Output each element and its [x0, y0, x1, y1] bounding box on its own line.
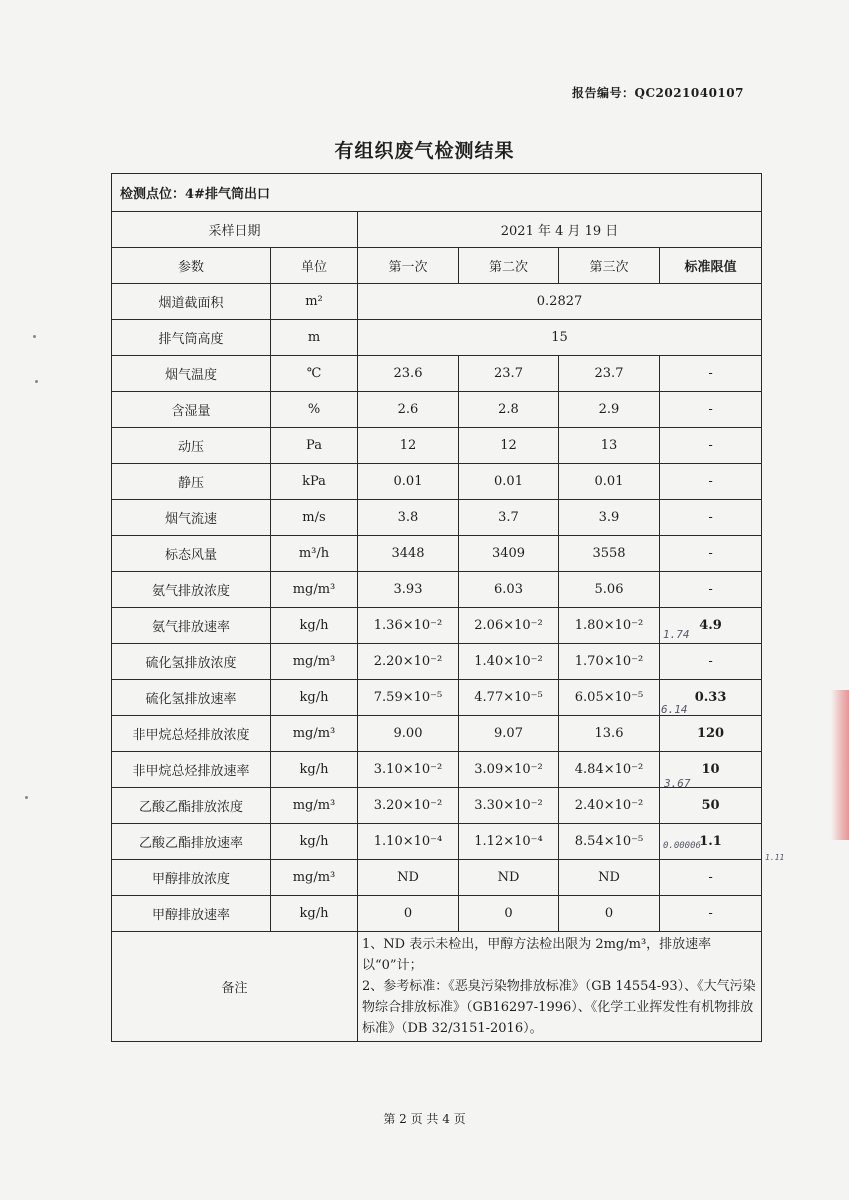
handwritten-margin-note: 1.11: [765, 853, 785, 862]
red-stamp-edge: [831, 690, 849, 840]
limit-cell: -: [660, 464, 762, 500]
param-cell: 甲醇排放速率: [112, 896, 271, 932]
run2-cell: 9.07: [459, 716, 559, 752]
unit-cell: m³/h: [271, 536, 358, 572]
handwritten-note-ethyl-acetate: 0.00006: [663, 841, 701, 851]
scan-speck: [33, 335, 36, 338]
run2-cell: 1.12×10⁻⁴: [459, 824, 559, 860]
param-cell: 动压: [112, 428, 271, 464]
header-run3: 第三次: [559, 248, 660, 284]
param-cell: 静压: [112, 464, 271, 500]
run3-cell: 23.7: [559, 356, 660, 392]
header-param: 参数: [112, 248, 271, 284]
run1-cell: 12: [358, 428, 459, 464]
handwritten-note-ammonia: 1.74: [663, 628, 690, 641]
param-cell: 硫化氢排放速率: [112, 680, 271, 716]
limit-cell: -: [660, 428, 762, 464]
sampling-label: 采样日期: [112, 212, 358, 248]
limit-cell: 50: [660, 788, 762, 824]
notes-label: 备注: [112, 932, 358, 1042]
table-row: [112, 464, 762, 500]
run2-cell: 0: [459, 896, 559, 932]
limit-cell: 10: [660, 752, 762, 788]
note-line-2: 2、参考标准：《恶臭污染物排放标准》（GB 14554-93）、《大气污染物综合排放标准》（GB16297-1996）、《化学工业挥发性有机物排放标准》（DB 32/3151-2016）。: [362, 979, 756, 1036]
param-cell: 非甲烷总烃排放速率: [112, 752, 271, 788]
param-cell: 乙酸乙酯排放浓度: [112, 788, 271, 824]
unit-cell: Pa: [271, 428, 358, 464]
run1-cell: 9.00: [358, 716, 459, 752]
notes-text: [358, 932, 762, 1042]
run3-cell: ND: [559, 860, 660, 896]
limit-cell: 120: [660, 716, 762, 752]
limit-cell: -: [660, 644, 762, 680]
table-row: [112, 572, 762, 608]
param-cell: 乙酸乙酯排放速率: [112, 824, 271, 860]
unit-cell: ℃: [271, 356, 358, 392]
unit-cell: mg/m³: [271, 716, 358, 752]
unit-cell: kg/h: [271, 896, 358, 932]
limit-cell: -: [660, 572, 762, 608]
table-row: [112, 788, 762, 824]
table-row: [112, 896, 762, 932]
run1-cell: 0: [358, 896, 459, 932]
unit-cell: m²: [271, 284, 358, 320]
run3-cell: 1.80×10⁻²: [559, 608, 660, 644]
sampling-date-row: [112, 212, 762, 248]
param-cell: 烟道截面积: [112, 284, 271, 320]
param-cell: 硫化氢排放浓度: [112, 644, 271, 680]
unit-cell: kg/h: [271, 680, 358, 716]
page-title: 有组织废气检测结果: [334, 140, 515, 162]
run3-cell: 4.84×10⁻²: [559, 752, 660, 788]
limit-cell: 4.9: [660, 608, 762, 644]
param-cell: 含湿量: [112, 392, 271, 428]
unit-cell: mg/m³: [271, 644, 358, 680]
run3-cell: 3558: [559, 536, 660, 572]
header-limit: 标准限值: [660, 248, 762, 284]
run3-cell: 13.6: [559, 716, 660, 752]
run3-cell: 13: [559, 428, 660, 464]
run3-cell: 0: [559, 896, 660, 932]
unit-cell: kPa: [271, 464, 358, 500]
param-cell: 烟气流速: [112, 500, 271, 536]
scan-speck: [35, 380, 38, 383]
results-table: [111, 173, 762, 1042]
limit-cell: 1.1: [660, 824, 762, 860]
scan-speck: [25, 796, 28, 799]
param-cell: 标态风量: [112, 536, 271, 572]
sampling-date: 2021 年 4 月 19 日: [358, 212, 762, 248]
header-run1: 第一次: [358, 248, 459, 284]
limit-cell: -: [660, 356, 762, 392]
table-row: [112, 644, 762, 680]
run3-cell: 6.05×10⁻⁵: [559, 680, 660, 716]
run1-cell: 3.93: [358, 572, 459, 608]
run1-cell: 23.6: [358, 356, 459, 392]
run3-cell: 5.06: [559, 572, 660, 608]
run2-cell: 3.30×10⁻²: [459, 788, 559, 824]
run3-cell: 0.01: [559, 464, 660, 500]
table-row: [112, 536, 762, 572]
table-row: [112, 392, 762, 428]
run2-cell: 12: [459, 428, 559, 464]
unit-cell: kg/h: [271, 752, 358, 788]
limit-cell: -: [660, 896, 762, 932]
run2-cell: 0.01: [459, 464, 559, 500]
run3-cell: 2.9: [559, 392, 660, 428]
run1-cell: 3.8: [358, 500, 459, 536]
run2-cell: 4.77×10⁻⁵: [459, 680, 559, 716]
run1-cell: 2.20×10⁻²: [358, 644, 459, 680]
run2-cell: 6.03: [459, 572, 559, 608]
run1-cell: 3.10×10⁻²: [358, 752, 459, 788]
run3-cell: 1.70×10⁻²: [559, 644, 660, 680]
limit-cell: -: [660, 860, 762, 896]
run1-cell: 7.59×10⁻⁵: [358, 680, 459, 716]
unit-cell: m: [271, 320, 358, 356]
column-header-row: [112, 248, 762, 284]
param-cell: 氨气排放浓度: [112, 572, 271, 608]
param-cell: 排气筒高度: [112, 320, 271, 356]
run2-cell: 3.09×10⁻²: [459, 752, 559, 788]
run1-cell: 3448: [358, 536, 459, 572]
param-cell: 烟气温度: [112, 356, 271, 392]
page-footer: 第 2 页 共 4 页: [383, 1112, 466, 1126]
run3-cell: 8.54×10⁻⁵: [559, 824, 660, 860]
header-run2: 第二次: [459, 248, 559, 284]
report-number: 报告编号：QC2021040107: [571, 86, 744, 100]
table-row: [112, 320, 762, 356]
table-row: [112, 284, 762, 320]
table-row: [112, 716, 762, 752]
location-cell: 检测点位：4#排气筒出口: [112, 174, 762, 212]
run3-cell: 2.40×10⁻²: [559, 788, 660, 824]
run2-cell: 23.7: [459, 356, 559, 392]
param-cell: 氨气排放速率: [112, 608, 271, 644]
limit-cell: -: [660, 536, 762, 572]
table-row: [112, 860, 762, 896]
param-cell: 甲醇排放浓度: [112, 860, 271, 896]
run2-cell: 2.8: [459, 392, 559, 428]
table-row: [112, 356, 762, 392]
note-line-1: 1、ND 表示未检出，甲醇方法检出限为 2mg/m³，排放速率以“0”计；: [362, 937, 712, 973]
unit-cell: m/s: [271, 500, 358, 536]
handwritten-note-nmhc: 3.67: [664, 777, 691, 790]
value-cell: 15: [358, 320, 762, 356]
unit-cell: kg/h: [271, 608, 358, 644]
notes-row: [112, 932, 762, 1042]
unit-cell: %: [271, 392, 358, 428]
run2-cell: ND: [459, 860, 559, 896]
unit-cell: mg/m³: [271, 860, 358, 896]
run2-cell: 3.7: [459, 500, 559, 536]
run1-cell: ND: [358, 860, 459, 896]
limit-cell: -: [660, 500, 762, 536]
run1-cell: 0.01: [358, 464, 459, 500]
limit-cell: -: [660, 392, 762, 428]
unit-cell: mg/m³: [271, 788, 358, 824]
run3-cell: 3.9: [559, 500, 660, 536]
unit-cell: kg/h: [271, 824, 358, 860]
run1-cell: 1.10×10⁻⁴: [358, 824, 459, 860]
table-row: [112, 428, 762, 464]
run1-cell: 1.36×10⁻²: [358, 608, 459, 644]
unit-cell: mg/m³: [271, 572, 358, 608]
param-cell: 非甲烷总烃排放浓度: [112, 716, 271, 752]
table-row: [112, 500, 762, 536]
location-row: [112, 174, 762, 212]
run2-cell: 1.40×10⁻²: [459, 644, 559, 680]
limit-cell: 0.33: [660, 680, 762, 716]
run2-cell: 3409: [459, 536, 559, 572]
handwritten-note-h2s: 6.14: [661, 703, 688, 716]
header-unit: 单位: [271, 248, 358, 284]
value-cell: 0.2827: [358, 284, 762, 320]
run2-cell: 2.06×10⁻²: [459, 608, 559, 644]
run1-cell: 3.20×10⁻²: [358, 788, 459, 824]
run1-cell: 2.6: [358, 392, 459, 428]
